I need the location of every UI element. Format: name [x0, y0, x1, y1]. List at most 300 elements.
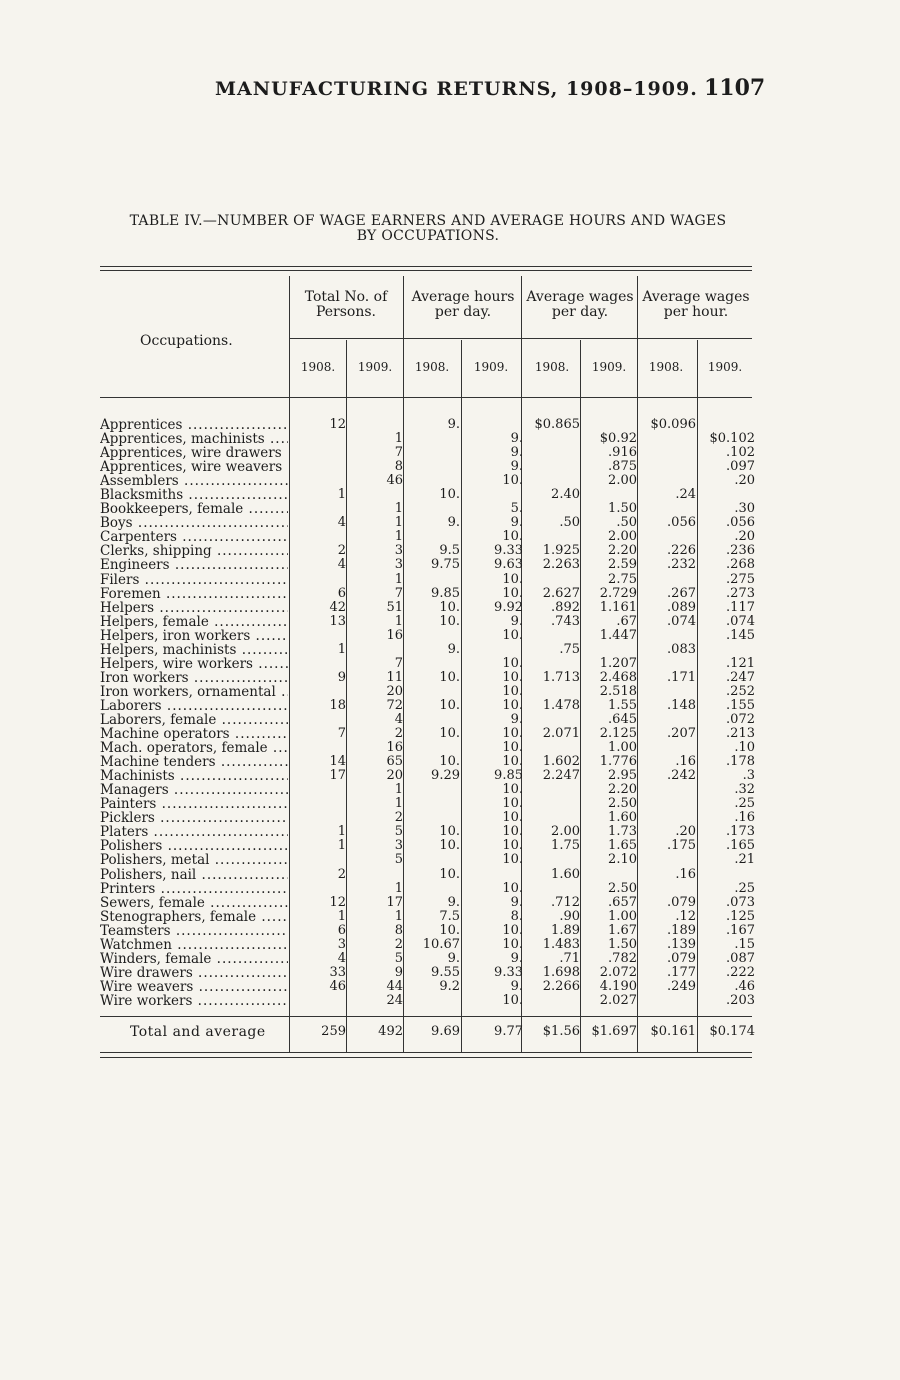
value-cell: .657 [608, 894, 637, 910]
total-cell: $1.56 [542, 1024, 580, 1039]
value-cell: 1.207 [599, 655, 637, 671]
value-cell: .16 [675, 754, 696, 770]
table-row [0, 587, 900, 601]
value-cell: 10. [502, 655, 523, 671]
value-cell: 4 [337, 950, 346, 966]
value-cell: 2.75 [608, 571, 637, 587]
table-row [0, 783, 900, 797]
value-cell: 2 [394, 810, 403, 826]
table-row [0, 882, 900, 896]
value-cell: 1.89 [551, 922, 580, 938]
table-row [0, 699, 900, 713]
value-cell: .782 [608, 950, 637, 966]
value-cell: 17 [329, 768, 346, 784]
total-cell: $0.161 [650, 1024, 696, 1039]
value-cell: .232 [667, 557, 696, 573]
table-title-line-2: BY OCCUPATIONS. [356, 228, 500, 244]
occupation-cell: Helpers ..... [100, 601, 288, 615]
value-cell: 1.50 [608, 936, 637, 952]
value-cell: 1 [394, 880, 403, 896]
value-cell: 1 [394, 529, 403, 545]
value-cell: .165 [726, 838, 755, 854]
value-cell: 7 [394, 585, 403, 601]
table-row [0, 558, 900, 572]
value-cell: .645 [608, 711, 637, 727]
value-cell: 9.29 [431, 768, 460, 784]
value-cell: 10. [502, 936, 523, 952]
value-cell: 4 [337, 515, 346, 531]
year-header: 1908. [414, 360, 450, 374]
table-row [0, 544, 900, 558]
value-cell: 1.447 [599, 627, 637, 643]
value-cell: .121 [726, 655, 755, 671]
value-cell: 16 [386, 740, 403, 756]
value-cell: 10. [502, 585, 523, 601]
value-cell: .275 [726, 571, 755, 587]
total-cell: $0.174 [709, 1024, 755, 1039]
top-rule [100, 266, 752, 267]
table-row [0, 432, 900, 446]
value-cell: .12 [675, 908, 696, 924]
value-cell: .15 [734, 936, 755, 952]
table-row [0, 446, 900, 460]
value-cell: 1 [394, 431, 403, 447]
value-cell: 2.20 [608, 543, 637, 559]
occupation-cell: Apprentices, machinists ..... [100, 432, 288, 446]
value-cell: 2.071 [542, 726, 580, 742]
value-cell: 10. [502, 627, 523, 643]
table-row [0, 629, 900, 643]
occupation-cell: Helpers, wire workers ..... [100, 657, 288, 671]
value-cell: 5. [510, 501, 523, 517]
table-row [0, 460, 900, 474]
value-cell: 8 [394, 922, 403, 938]
occupation-cell: Apprentices, wire weavers ..... [100, 460, 288, 474]
value-cell: 10. [439, 922, 460, 938]
value-cell: .178 [726, 754, 755, 770]
total-top-rule [100, 1016, 752, 1017]
value-cell: 1.483 [542, 936, 580, 952]
value-cell: .073 [726, 894, 755, 910]
value-cell: 1.65 [608, 838, 637, 854]
value-cell: 4 [394, 711, 403, 727]
table-title-line-1: TABLE IV.—NUMBER OF WAGE EARNERS AND AVERAGE HOURS AND WAGES [129, 213, 727, 229]
value-cell: 1 [394, 571, 403, 587]
value-cell: .712 [551, 894, 580, 910]
value-cell: 1 [337, 908, 346, 924]
occupation-cell: Foremen ..... [100, 587, 288, 601]
value-cell: 2.40 [551, 487, 580, 503]
value-cell: 9.33 [494, 964, 523, 980]
value-cell: 2.20 [608, 782, 637, 798]
value-cell: .079 [667, 950, 696, 966]
value-cell: 46 [386, 473, 403, 489]
value-cell: .148 [667, 697, 696, 713]
table-row [0, 825, 900, 839]
value-cell: 10. [439, 824, 460, 840]
value-cell: 10. [439, 866, 460, 882]
value-cell: 1.00 [608, 908, 637, 924]
value-cell: 10. [502, 571, 523, 587]
value-cell: 9.55 [431, 964, 460, 980]
occupation-cell: Wire workers ..... [100, 994, 288, 1008]
value-cell: .24 [675, 487, 696, 503]
value-cell: 20 [386, 683, 403, 699]
value-cell: 12 [329, 417, 346, 432]
value-cell: 10. [502, 824, 523, 840]
value-cell: 10. [439, 613, 460, 629]
value-cell: 2.518 [599, 683, 637, 699]
table-row [0, 980, 900, 994]
value-cell: 5 [394, 852, 403, 868]
occupation-cell: Helpers, iron workers ..... [100, 629, 288, 643]
value-cell: .3 [742, 768, 755, 784]
occupation-cell: Machine operators ..... [100, 727, 288, 741]
value-cell: 10. [502, 669, 523, 685]
value-cell: .175 [667, 838, 696, 854]
table-row [0, 418, 900, 432]
value-cell: .30 [734, 501, 755, 517]
value-cell: 5 [394, 950, 403, 966]
value-cell: 4 [337, 557, 346, 573]
value-cell: .16 [675, 866, 696, 882]
total-label: Total and average [130, 1024, 266, 1040]
total-cell: 492 [378, 1024, 403, 1039]
occupation-cell: Managers ..... [100, 783, 288, 797]
value-cell: 10. [439, 599, 460, 615]
value-cell: .222 [726, 964, 755, 980]
value-cell: 10. [502, 683, 523, 699]
value-cell: 2.10 [608, 852, 637, 868]
value-cell: .71 [559, 950, 580, 966]
table-title [96, 214, 760, 244]
occupation-cell: Iron workers ..... [100, 671, 288, 685]
table-row [0, 516, 900, 530]
value-cell: .203 [726, 992, 755, 1008]
value-cell: 9.75 [431, 557, 460, 573]
value-cell: 9.33 [494, 543, 523, 559]
value-cell: .20 [734, 473, 755, 489]
occupation-cell: Engineers ..... [100, 558, 288, 572]
value-cell: .50 [616, 515, 637, 531]
value-cell: 10. [502, 810, 523, 826]
value-cell: 4.190 [599, 978, 637, 994]
value-cell: 9. [510, 950, 523, 966]
value-cell: 7 [337, 726, 346, 742]
value-cell: 72 [386, 697, 403, 713]
value-cell: 2.247 [542, 768, 580, 784]
occupation-cell: Polishers, nail ..... [100, 868, 288, 882]
value-cell: .25 [734, 796, 755, 812]
value-cell: 2.072 [599, 964, 637, 980]
value-cell: 2.00 [608, 529, 637, 545]
value-cell: 2.59 [608, 557, 637, 573]
value-cell: 3 [337, 936, 346, 952]
year-header: 1909. [591, 360, 627, 374]
value-cell: .892 [551, 599, 580, 615]
value-cell: 1.50 [608, 501, 637, 517]
value-cell: 9 [337, 669, 346, 685]
value-cell: 10. [502, 529, 523, 545]
value-cell: .089 [667, 599, 696, 615]
value-cell: 1.478 [542, 697, 580, 713]
value-cell: 9. [510, 431, 523, 447]
value-cell: 9.92 [494, 599, 523, 615]
value-cell: 16 [386, 627, 403, 643]
occupation-cell: Apprentices ..... [100, 418, 288, 432]
value-cell: .079 [667, 894, 696, 910]
value-cell: .67 [616, 613, 637, 629]
value-cell: 10. [439, 669, 460, 685]
value-cell: .46 [734, 978, 755, 994]
value-cell: 10. [439, 726, 460, 742]
value-cell: 9.63 [494, 557, 523, 573]
value-cell: .25 [734, 880, 755, 896]
page-number: 1107 [704, 75, 766, 101]
value-cell: 10. [502, 726, 523, 742]
value-cell: 9. [447, 894, 460, 910]
value-cell: 9.85 [431, 585, 460, 601]
occupation-cell: Stenographers, female ..... [100, 910, 288, 924]
table-row [0, 488, 900, 502]
total-cell: 9.69 [431, 1024, 460, 1039]
table-row [0, 657, 900, 671]
value-cell: 9. [447, 417, 460, 432]
value-cell: 2.468 [599, 669, 637, 685]
occupation-cell: Polishers, metal ..... [100, 853, 288, 867]
occupation-cell: Mach. operators, female ..... [100, 741, 288, 755]
value-cell: 2.00 [551, 824, 580, 840]
value-cell: 10. [502, 473, 523, 489]
value-cell: .145 [726, 627, 755, 643]
value-cell: 1 [337, 838, 346, 854]
value-cell: .90 [559, 908, 580, 924]
table-row [0, 601, 900, 615]
value-cell: 1.73 [608, 824, 637, 840]
bottom-rule-inner [100, 1057, 752, 1058]
value-cell: 1.698 [542, 964, 580, 980]
group-header-wages-day: Average wages per day. [526, 289, 634, 320]
group-header-hours: Average hours per day. [411, 289, 515, 320]
occupation-cell: Printers ..... [100, 882, 288, 896]
value-cell: 10. [502, 782, 523, 798]
value-cell: .20 [675, 824, 696, 840]
value-cell: 7 [394, 655, 403, 671]
value-cell: 3 [394, 838, 403, 854]
value-cell: 10. [502, 880, 523, 896]
value-cell: 10. [502, 754, 523, 770]
top-rule-inner [100, 270, 752, 271]
occupation-cell: Blacksmiths ..... [100, 488, 288, 502]
occupation-cell: Filers ..... [100, 573, 288, 587]
occupation-cell: Iron workers, ornamental ..... [100, 685, 288, 699]
total-cell: 9.77 [494, 1024, 523, 1039]
occupation-cell: Carpenters ..... [100, 530, 288, 544]
value-cell: .083 [667, 641, 696, 657]
value-cell: 44 [386, 978, 403, 994]
value-cell: 1.55 [608, 697, 637, 713]
value-cell: 10. [439, 838, 460, 854]
value-cell: 12 [329, 894, 346, 910]
table-row [0, 868, 900, 882]
value-cell: .75 [559, 641, 580, 657]
value-cell: 6 [337, 585, 346, 601]
value-cell: $0.102 [709, 431, 755, 447]
value-cell: 3 [394, 543, 403, 559]
occupation-cell: Helpers, machinists ..... [100, 643, 288, 657]
occupation-cell: Helpers, female ..... [100, 615, 288, 629]
value-cell: 2.00 [608, 473, 637, 489]
table-row [0, 994, 900, 1008]
table-row [0, 839, 900, 853]
value-cell: .268 [726, 557, 755, 573]
table-row [0, 853, 900, 867]
value-cell: .875 [608, 459, 637, 475]
bottom-rule [100, 1052, 752, 1053]
value-cell: .32 [734, 782, 755, 798]
value-cell: .139 [667, 936, 696, 952]
occupation-cell: Laborers, female ..... [100, 713, 288, 727]
value-cell: 1.60 [608, 810, 637, 826]
value-cell: 2.266 [542, 978, 580, 994]
value-cell: .242 [667, 768, 696, 784]
value-cell: 1.60 [551, 866, 580, 882]
table-row [0, 671, 900, 685]
value-cell: 1.602 [542, 754, 580, 770]
value-cell: 2 [394, 936, 403, 952]
occupation-cell: Wire drawers ..... [100, 966, 288, 980]
value-cell: $0.096 [650, 417, 696, 432]
occupation-cell: Winders, female ..... [100, 952, 288, 966]
table-row [0, 938, 900, 952]
value-cell: 2.50 [608, 796, 637, 812]
value-cell: 9. [510, 459, 523, 475]
value-cell: 1 [337, 824, 346, 840]
value-cell: .249 [667, 978, 696, 994]
value-cell: 6 [337, 922, 346, 938]
value-cell: 46 [329, 978, 346, 994]
table-row [0, 811, 900, 825]
year-header: 1908. [648, 360, 684, 374]
year-header: 1909. [473, 360, 509, 374]
value-cell: 2 [394, 726, 403, 742]
value-cell: .21 [734, 852, 755, 868]
value-cell: 14 [329, 754, 346, 770]
value-cell: 10. [502, 922, 523, 938]
occupation-cell: Sewers, female ..... [100, 896, 288, 910]
value-cell: .236 [726, 543, 755, 559]
value-cell: 10. [502, 838, 523, 854]
table-row [0, 530, 900, 544]
total-cell: 259 [321, 1024, 346, 1039]
value-cell: 10. [502, 740, 523, 756]
table-row [0, 502, 900, 516]
value-cell: 2.263 [542, 557, 580, 573]
value-cell: 2.50 [608, 880, 637, 896]
header-bottom-rule [100, 397, 752, 398]
occupation-cell: Watchmen ..... [100, 938, 288, 952]
value-cell: .102 [726, 445, 755, 461]
value-cell: 9. [510, 445, 523, 461]
value-cell: 13 [329, 613, 346, 629]
value-cell: 42 [329, 599, 346, 615]
value-cell: 9. [510, 613, 523, 629]
table-row [0, 727, 900, 741]
value-cell: .213 [726, 726, 755, 742]
value-cell: 8 [394, 459, 403, 475]
year-header: 1908. [300, 360, 336, 374]
table-row [0, 910, 900, 924]
value-cell: 51 [386, 599, 403, 615]
value-cell: 9. [447, 515, 460, 531]
value-cell: .10 [734, 740, 755, 756]
table-row [0, 952, 900, 966]
value-cell: 9.85 [494, 768, 523, 784]
value-cell: 33 [329, 964, 346, 980]
value-cell: 10.67 [422, 936, 460, 952]
value-cell: .50 [559, 515, 580, 531]
occupation-cell: Boys ..... [100, 516, 288, 530]
occupation-cell: Bookkeepers, female ..... [100, 502, 288, 516]
value-cell: 9. [510, 711, 523, 727]
value-cell: .125 [726, 908, 755, 924]
value-cell: 9.5 [439, 543, 460, 559]
year-header: 1909. [707, 360, 743, 374]
occupation-cell: Painters ..... [100, 797, 288, 811]
value-cell: 2.729 [599, 585, 637, 601]
table-row [0, 741, 900, 755]
value-cell: 10. [502, 796, 523, 812]
value-cell: 1.776 [599, 754, 637, 770]
value-cell: 1.75 [551, 838, 580, 854]
value-cell: 2.627 [542, 585, 580, 601]
value-cell: .16 [734, 810, 755, 826]
value-cell: 7 [394, 445, 403, 461]
value-cell: .171 [667, 669, 696, 685]
value-cell: 1.713 [542, 669, 580, 685]
occupation-cell: Picklers ..... [100, 811, 288, 825]
value-cell: 10. [502, 697, 523, 713]
value-cell: 3 [394, 557, 403, 573]
value-cell: 2 [337, 866, 346, 882]
total-cell: $1.697 [591, 1024, 637, 1039]
table-row [0, 643, 900, 657]
value-cell: 9. [447, 641, 460, 657]
value-cell: 1.925 [542, 543, 580, 559]
occupation-cell: Assemblers ..... [100, 474, 288, 488]
value-cell: .173 [726, 824, 755, 840]
value-cell: 1.161 [599, 599, 637, 615]
table-row [0, 615, 900, 629]
table-row [0, 769, 900, 783]
value-cell: 1 [337, 641, 346, 657]
value-cell: .273 [726, 585, 755, 601]
value-cell: 9. [510, 978, 523, 994]
value-cell: 11 [386, 669, 403, 685]
occupation-cell: Teamsters ..... [100, 924, 288, 938]
value-cell: .117 [726, 599, 755, 615]
year-header: 1909. [357, 360, 393, 374]
value-cell: 9. [447, 950, 460, 966]
table-row [0, 713, 900, 727]
value-cell: .167 [726, 922, 755, 938]
value-cell: $0.92 [599, 431, 637, 447]
table-row [0, 966, 900, 980]
occupation-cell: Machine tenders ..... [100, 755, 288, 769]
occupation-cell: Platers ..... [100, 825, 288, 839]
group-header-wages-hour: Average wages per hour. [642, 289, 750, 320]
value-cell: 5 [394, 824, 403, 840]
